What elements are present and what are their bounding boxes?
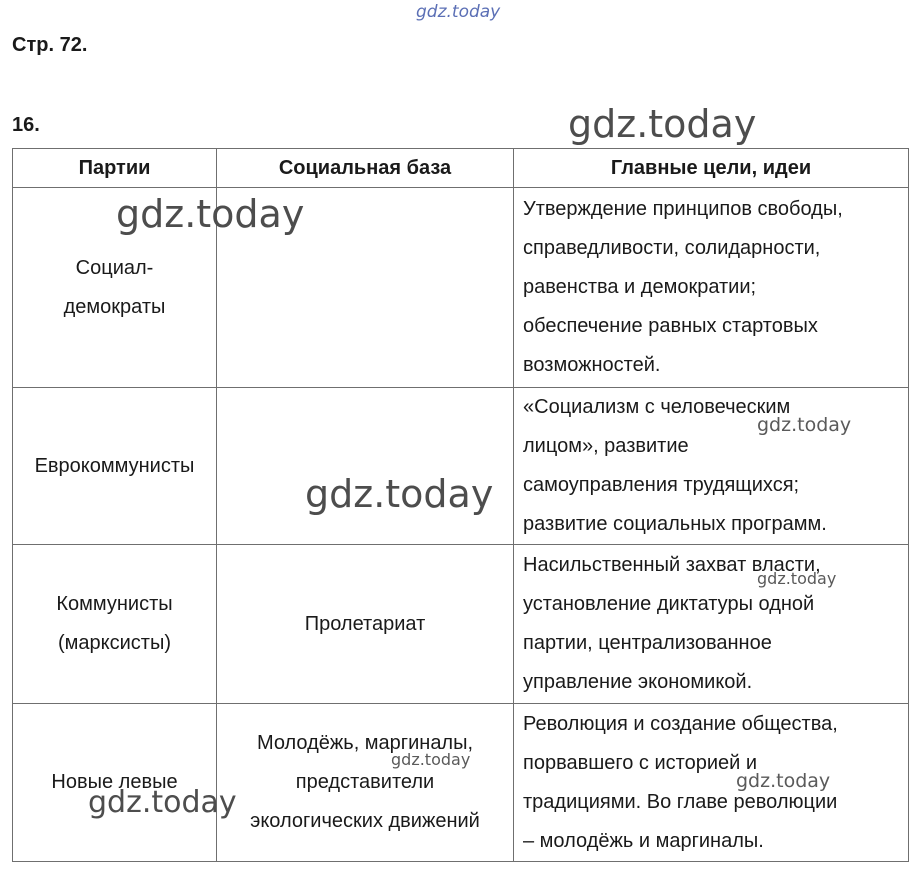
watermark: gdz.today [416, 2, 501, 22]
goals-line: Утверждение принципов свободы, [523, 198, 843, 220]
party-name-line: Еврокоммунисты [34, 454, 195, 477]
goals-line: традициями. Во главе революции [523, 790, 838, 813]
header-social-base: Социальная база [217, 149, 514, 188]
party-name-line: демократы [63, 295, 166, 318]
answer-table [12, 148, 909, 862]
goals-line: управление экономикой. [523, 671, 753, 693]
goals-line: возможностей. [523, 354, 661, 376]
goals-cell [514, 188, 909, 388]
goals-line: самоуправления трудящихся; [523, 474, 800, 496]
goals-line: обеспечение равных стартовых [523, 315, 818, 337]
goals-cell [514, 704, 909, 862]
goals-line: партии, централизованное [523, 632, 772, 654]
watermark: gdz.today [305, 472, 494, 516]
goals-line: установление диктатуры одной [523, 593, 815, 615]
goals-cell [514, 545, 909, 704]
party-name-line: Социал- [75, 256, 154, 279]
party-name-line: (марксисты) [58, 632, 171, 654]
goals-line: развитие социальных программ. [523, 513, 827, 535]
party-name-line: Коммунисты [56, 593, 173, 615]
social-base-cell [217, 704, 514, 862]
social-base-cell [217, 188, 514, 388]
watermark: gdz.today [568, 102, 757, 146]
goals-line: лицом», развитие [523, 435, 689, 457]
goals-line: Революция и создание общества, [523, 712, 838, 735]
party-cell [13, 188, 217, 388]
watermark: gdz.today [116, 192, 305, 236]
watermark: gdz.today [757, 569, 837, 588]
goals-line: Насильственный захват власти, [523, 554, 821, 576]
goals-cell [514, 388, 909, 545]
social-base-cell [217, 388, 514, 545]
goals-line: порвавшего с историей и [523, 751, 758, 774]
header-parties: Партии [13, 149, 217, 188]
goals-line: справедливости, солидарности, [523, 237, 821, 259]
social-base-cell [217, 545, 514, 704]
social-base-line: представители [295, 771, 435, 793]
table-row [13, 704, 909, 862]
goals-line: – молодёжь и маргиналы. [523, 829, 764, 852]
watermark: gdz.today [736, 770, 831, 792]
social-base-line: Молодёжь, маргиналы, [256, 732, 474, 754]
party-cell [13, 704, 217, 862]
watermark: gdz.today [757, 414, 852, 436]
social-base-line: экологических движений [250, 810, 480, 832]
social-base-line: Пролетариат [304, 612, 426, 635]
table-header-row [13, 149, 909, 188]
table-row [13, 388, 909, 545]
header-goals: Главные цели, идеи [514, 149, 909, 188]
watermark: gdz.today [391, 750, 471, 769]
goals-line: равенства и демократии; [523, 276, 757, 298]
party-name-line: Новые левые [51, 771, 178, 793]
task-number: 16. [12, 114, 40, 136]
watermark: gdz.today [88, 785, 237, 820]
table-row [13, 188, 909, 388]
table-row [13, 545, 909, 704]
party-cell [13, 388, 217, 545]
page-heading: Стр. 72. [12, 34, 88, 56]
goals-line: «Социализм с человеческим [523, 396, 791, 418]
party-cell [13, 545, 217, 704]
